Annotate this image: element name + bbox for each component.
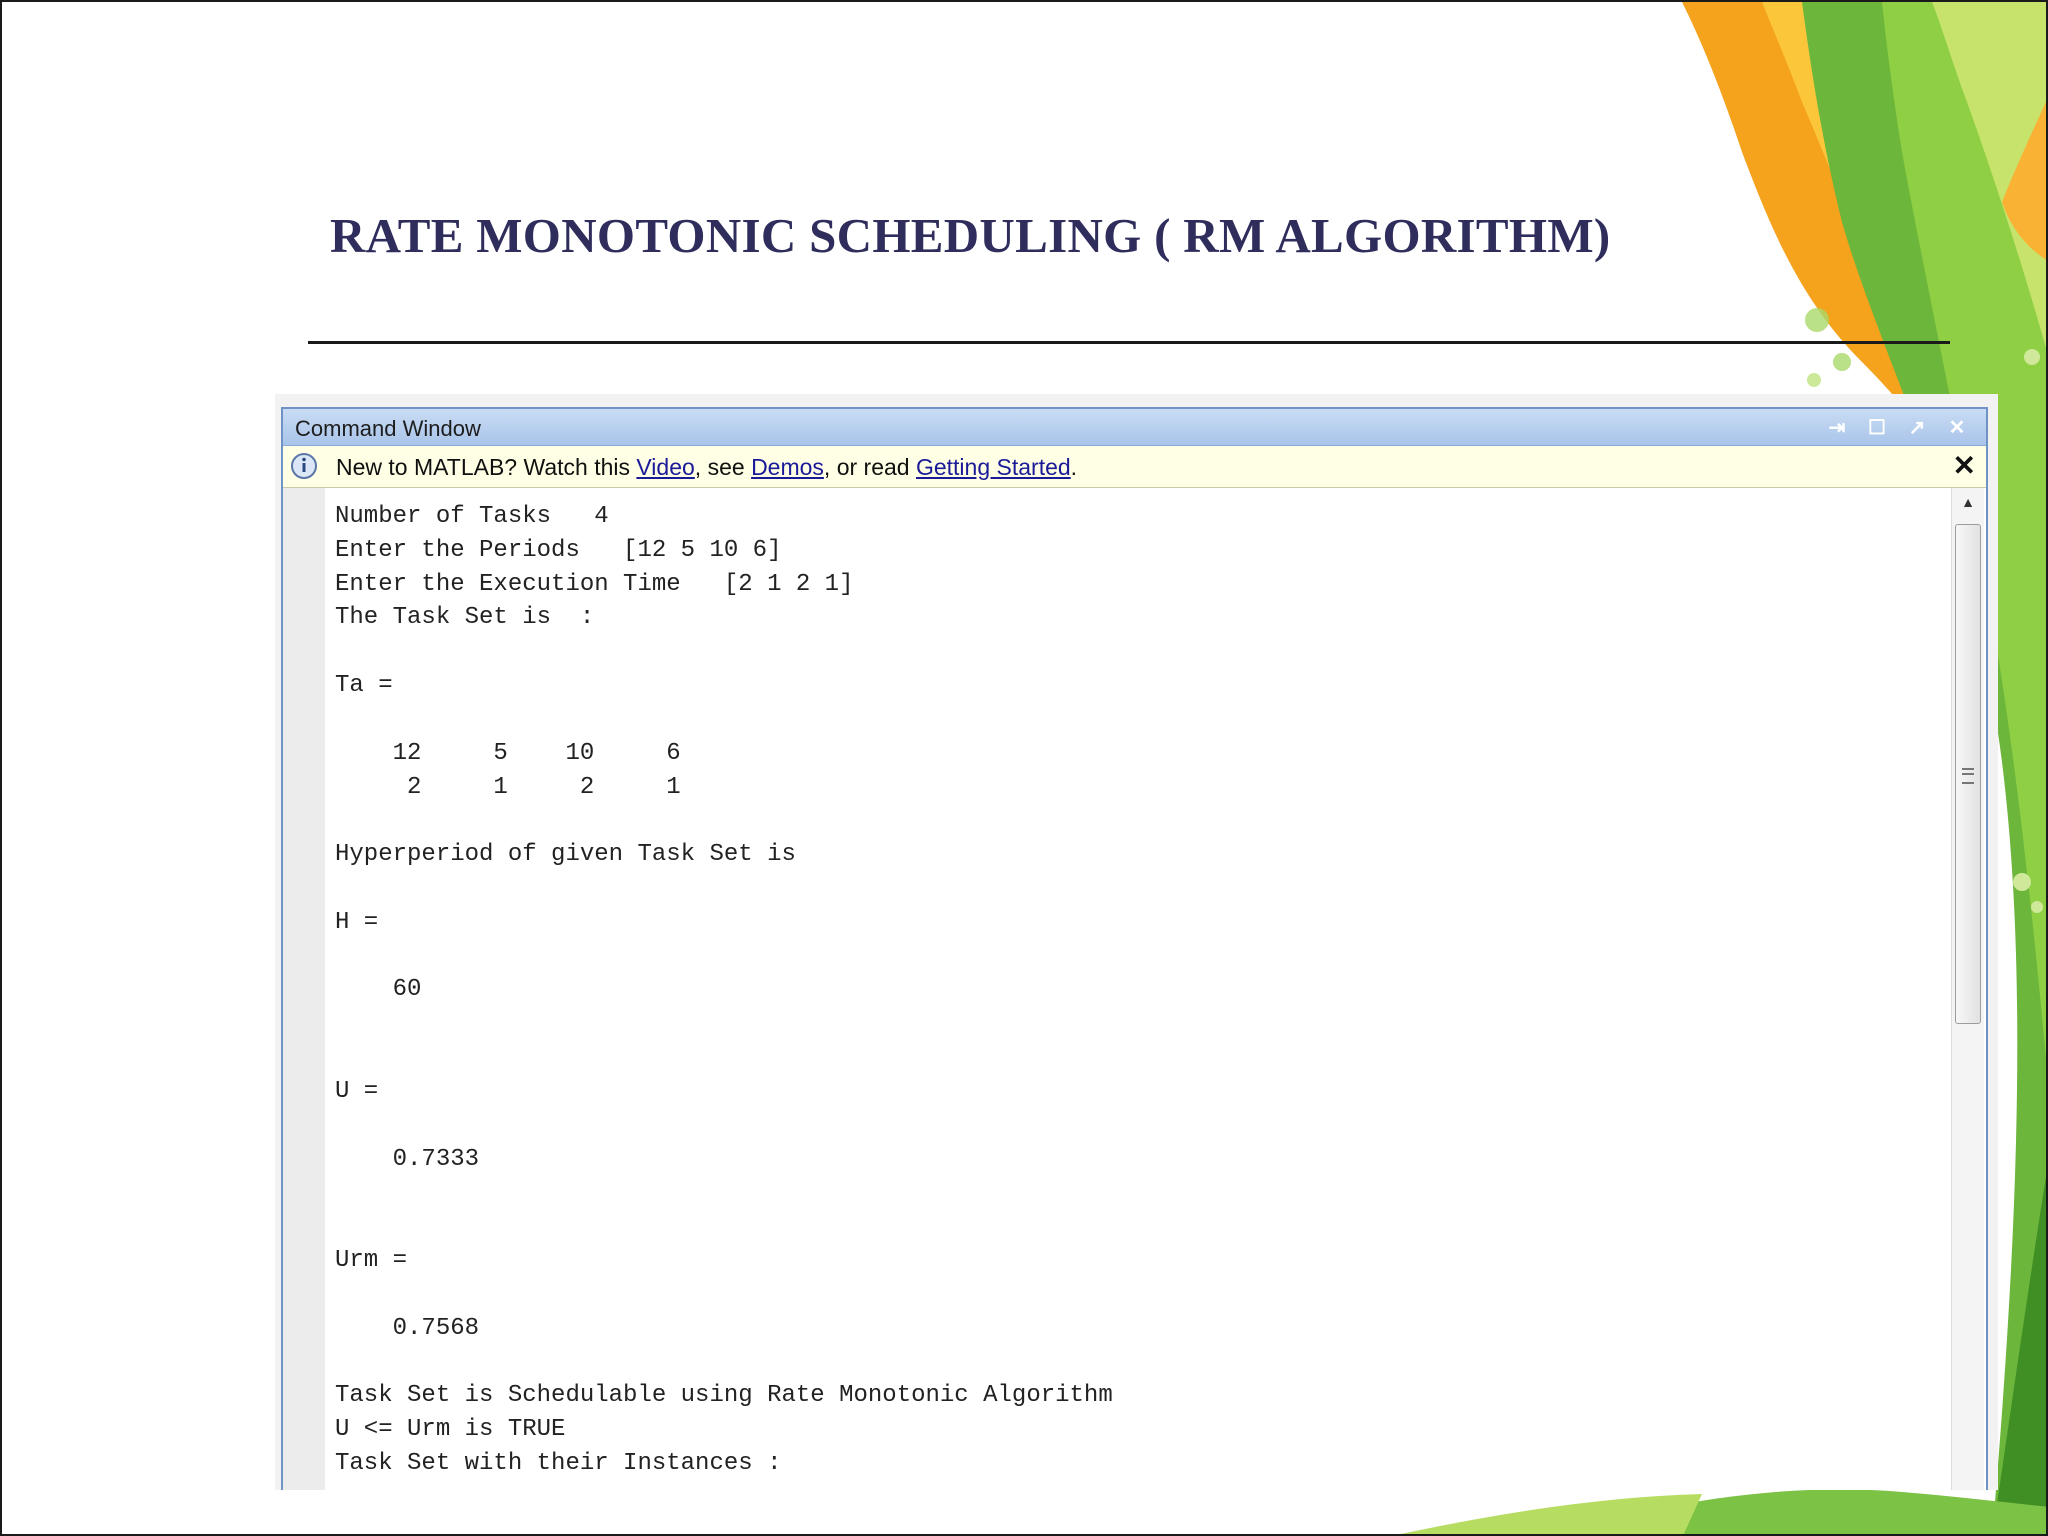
- info-suffix: .: [1070, 454, 1078, 480]
- close-icon[interactable]: ✕: [1948, 416, 1966, 439]
- console-line: The Task Set is :: [335, 604, 595, 631]
- info-icon: [290, 452, 318, 480]
- console-line: 2 1 2 1: [335, 774, 681, 801]
- info-mid1: , see: [694, 454, 752, 480]
- console-line: 60: [335, 976, 422, 1003]
- vertical-scrollbar[interactable]: [1951, 488, 1984, 1490]
- console-line: Ta =: [335, 672, 393, 699]
- console-line: Urm =: [335, 1247, 408, 1274]
- window-title: Command Window: [295, 416, 481, 441]
- info-bar: [283, 446, 1986, 488]
- console-line: Number of Tasks 4: [335, 503, 609, 530]
- console-line: U =: [335, 1078, 379, 1105]
- console-output[interactable]: [335, 488, 1915, 1490]
- window-titlebar[interactable]: [283, 409, 1986, 446]
- scroll-grip-icon: [1962, 768, 1974, 784]
- console-line: 0.7568: [335, 1315, 480, 1342]
- console-line: Hyperperiod of given Task Set is: [335, 841, 796, 868]
- undock-arrow-icon[interactable]: ↗: [1908, 416, 1926, 439]
- info-message: [336, 454, 1077, 481]
- title-divider: [308, 341, 1950, 344]
- getting-started-link[interactable]: Getting Started: [915, 454, 1071, 480]
- console-gutter: [283, 488, 325, 1490]
- command-window: [281, 407, 1988, 1490]
- console-line: U <= Urm is TRUE: [335, 1416, 566, 1443]
- info-close-icon[interactable]: ✕: [1952, 450, 1976, 481]
- undock-icon[interactable]: ⇥: [1828, 416, 1846, 439]
- scroll-up-arrow-icon[interactable]: ▲: [1961, 494, 1975, 510]
- maximize-icon[interactable]: ☐: [1868, 416, 1886, 439]
- console-line: Enter the Periods [12 5 10 6]: [335, 537, 782, 564]
- scroll-thumb[interactable]: [1955, 524, 1981, 1024]
- window-controls: [1822, 414, 1972, 440]
- console-line: Enter the Execution Time [2 1 2 1]: [335, 571, 854, 598]
- slide-title: RATE MONOTONIC SCHEDULING ( RM ALGORITHM): [330, 208, 1611, 263]
- console-line: H =: [335, 909, 379, 936]
- info-prefix: New to MATLAB? Watch this: [336, 454, 637, 480]
- console-line: Task Set with their Instances :: [335, 1450, 782, 1477]
- video-link[interactable]: Video: [636, 454, 695, 480]
- info-mid2: , or read: [823, 454, 916, 480]
- demos-link[interactable]: Demos: [751, 454, 824, 480]
- console-line: Task Set is Schedulable using Rate Monotonic Algorithm: [335, 1382, 1113, 1409]
- console-line: 12 5 10 6: [335, 740, 681, 767]
- console-line: 0.7333: [335, 1146, 480, 1173]
